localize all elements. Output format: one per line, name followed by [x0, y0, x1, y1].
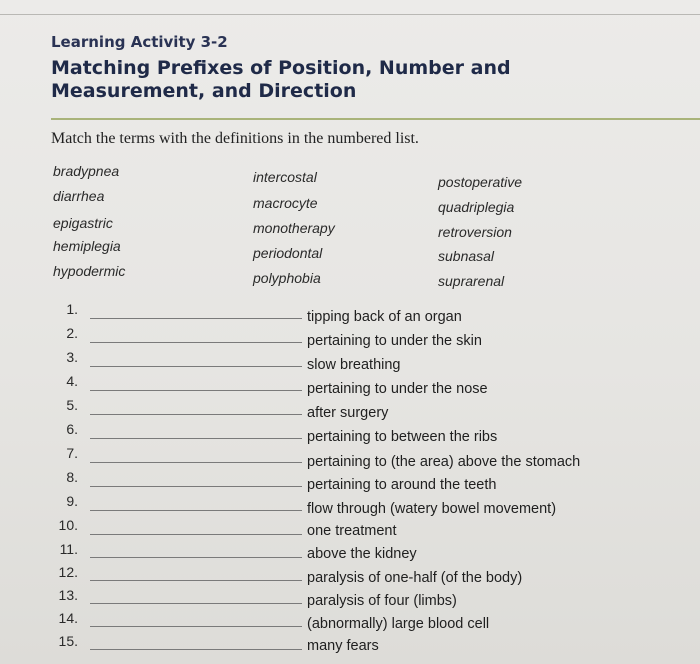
page-title: Matching Prefixes of Position, Number and Measurement, and Direction — [51, 57, 511, 102]
term-word: bradypnea — [53, 163, 120, 179]
item-number: 4. — [66, 373, 78, 389]
term-word: macrocyte — [253, 195, 318, 211]
answer-blank[interactable] — [90, 438, 302, 439]
item-number: 5. — [66, 397, 78, 413]
item-definition: pertaining to around the teeth — [307, 477, 497, 493]
item-definition: pertaining to under the skin — [307, 333, 482, 349]
answer-blank[interactable] — [90, 318, 302, 319]
item-definition: one treatment — [307, 523, 397, 539]
term-word: periodontal — [253, 245, 323, 261]
activity-label: Learning Activity 3-2 — [51, 33, 228, 51]
term-word: postoperative — [438, 174, 523, 190]
item-number: 6. — [66, 421, 78, 437]
term-word: hypodermic — [53, 263, 126, 279]
item-definition: paralysis of four (limbs) — [307, 593, 457, 609]
item-definition: many fears — [307, 638, 379, 654]
instructions: Match the terms with the definitions in the numbered list. — [51, 130, 419, 147]
term-word: retroversion — [438, 224, 512, 240]
item-number: 8. — [66, 469, 78, 485]
item-definition: (abnormally) large blood cell — [307, 616, 490, 632]
item-definition: pertaining to between the ribs — [307, 429, 498, 445]
item-definition: paralysis of one-half (of the body) — [307, 570, 523, 586]
term-word: diarrhea — [53, 188, 105, 204]
answer-blank[interactable] — [90, 557, 302, 558]
answer-blank[interactable] — [90, 603, 302, 604]
item-number: 10. — [58, 517, 78, 533]
item-definition: above the kidney — [307, 546, 417, 562]
item-number: 15. — [58, 633, 78, 649]
term-word: polyphobia — [253, 270, 321, 286]
answer-blank[interactable] — [90, 510, 302, 511]
term-word: epigastric — [53, 215, 113, 231]
item-definition: tipping back of an organ — [307, 309, 462, 325]
term-word: monotherapy — [253, 220, 335, 236]
answer-blank[interactable] — [90, 534, 302, 535]
item-definition: pertaining to (the area) above the stomach — [307, 454, 581, 470]
term-word: hemiplegia — [53, 238, 121, 254]
term-word: intercostal — [253, 169, 317, 185]
term-word: subnasal — [438, 248, 495, 264]
answer-blank[interactable] — [90, 486, 302, 487]
answer-blank[interactable] — [90, 626, 302, 627]
answer-blank[interactable] — [90, 390, 302, 391]
item-number: 1. — [66, 301, 78, 317]
item-number: 11. — [59, 541, 78, 557]
answer-blank[interactable] — [90, 580, 302, 581]
item-number: 2. — [66, 325, 78, 341]
item-number: 3. — [66, 349, 78, 365]
item-number: 14. — [58, 610, 78, 626]
answer-blank[interactable] — [90, 649, 302, 650]
answer-blank[interactable] — [90, 414, 302, 415]
item-definition: after surgery — [307, 405, 389, 421]
item-definition: flow through (watery bowel movement) — [307, 501, 557, 517]
answer-blank[interactable] — [90, 366, 302, 367]
item-definition: slow breathing — [307, 357, 401, 373]
item-number: 13. — [58, 587, 78, 603]
top-divider — [0, 14, 700, 15]
title-divider — [51, 118, 700, 120]
item-definition: pertaining to under the nose — [307, 381, 488, 397]
term-word: quadriplegia — [438, 199, 515, 215]
term-word: suprarenal — [438, 273, 505, 289]
answer-blank[interactable] — [90, 462, 302, 463]
item-number: 9. — [66, 493, 78, 509]
answer-blank[interactable] — [90, 342, 302, 343]
item-number: 12. — [58, 564, 78, 580]
item-number: 7. — [66, 445, 78, 461]
